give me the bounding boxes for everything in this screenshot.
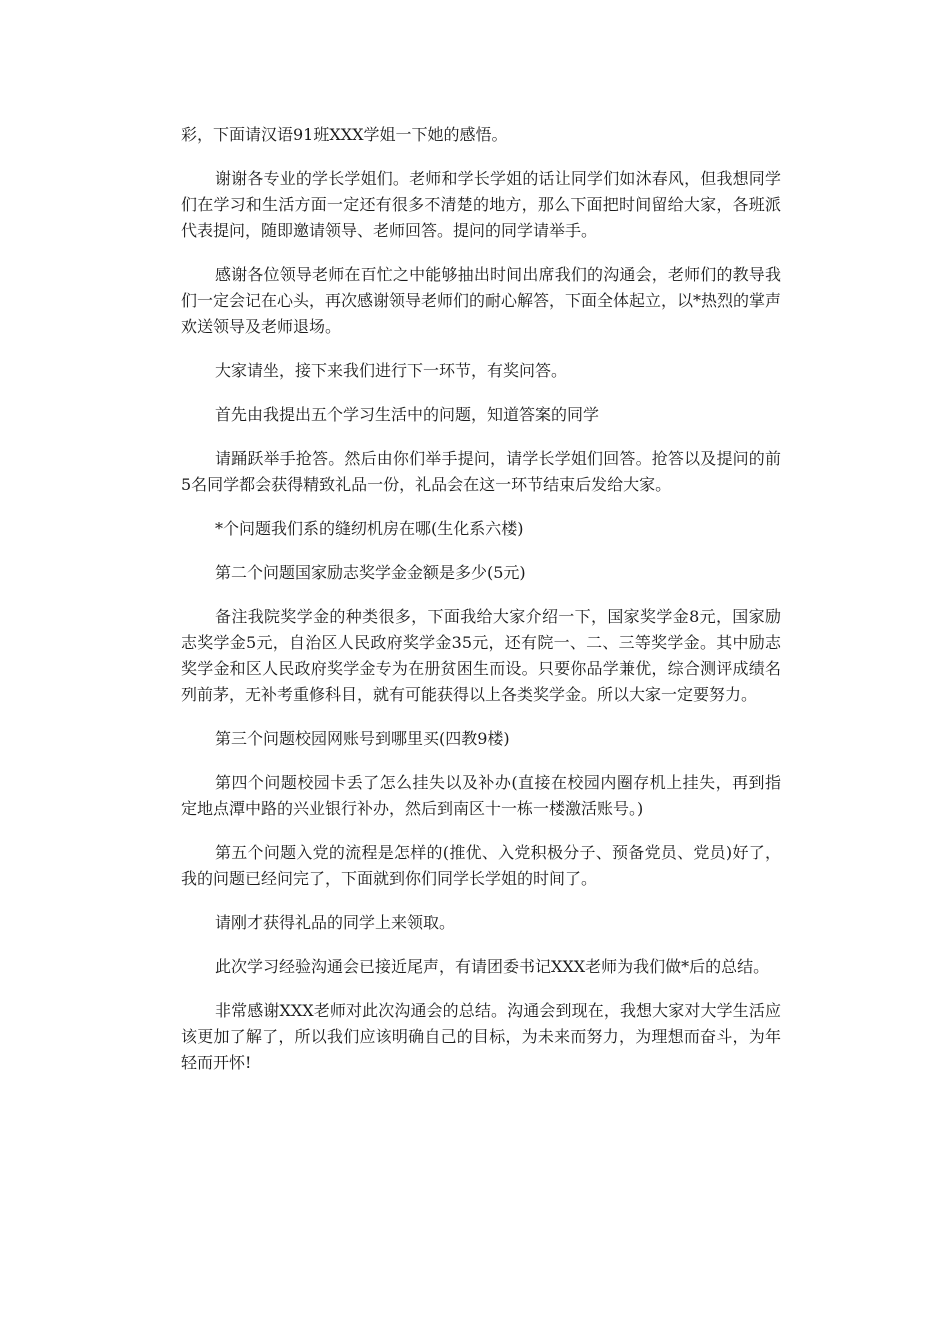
paragraph-13: 请刚才获得礼品的同学上来领取。: [215, 913, 456, 932]
paragraph-1: 彩，下面请汉语91班XXX学姐一下她的感悟。: [181, 125, 508, 144]
paragraph-9: 备注我院奖学金的种类很多，下面我给大家介绍一下，国家奖学金8元，国家励志奖学金5元，自治区人民政府奖学金35元，还有院一、二、三等奖学金。其中励志奖学金和区人民政府奖学金专为在册贫困生而设。只要你品学兼优，综合测评成绩名列前茅，无补考重修科目，就有可能获得以上各类奖学金。所以大家一定要努力。: [181, 607, 781, 704]
paragraph-12: 第五个问题入党的流程是怎样的(推优、入党积极分子、预备党员、党员)好了，我的问题已经问完了，下面就到你们同学长学姐的时间了。: [181, 843, 781, 888]
paragraph-2: 谢谢各专业的学长学姐们。老师和学长学姐的话让同学们如沐春风，但我想同学们在学习和生活方面一定还有很多不清楚的地方，那么下面把时间留给大家，各班派代表提问，随即邀请领导、老师回答。提问的同学请举手。: [181, 169, 781, 240]
paragraph-7: *个问题我们系的缝纫机房在哪(生化系六楼): [215, 519, 524, 538]
paragraph-14: 此次学习经验沟通会已接近尾声，有请团委书记XXX老师为我们做*后的总结。: [215, 957, 770, 976]
paragraph-3: 感谢各位领导老师在百忙之中能够抽出时间出席我们的沟通会，老师们的教导我们一定会记在心头，再次感谢领导老师们的耐心解答，下面全体起立，以*热烈的掌声欢送领导及老师退场。: [181, 265, 782, 336]
document-body: [181, 122, 781, 1094]
paragraph-6: 请踊跃举手抢答。然后由你们举手提问，请学长学姐们回答。抢答以及提问的前5名同学都会获得精致礼品一份，礼品会在这一环节结束后发给大家。: [181, 449, 781, 494]
paragraph-15: 非常感谢XXX老师对此次沟通会的总结。沟通会到现在，我想大家对大学生活应该更加了解了，所以我们应该明确自己的目标，为未来而努力，为理想而奋斗，为年轻而开怀!: [181, 1001, 781, 1072]
paragraph-5: 首先由我提出五个学习生活中的问题，知道答案的同学: [215, 405, 600, 424]
paragraph-8: 第二个问题国家励志奖学金金额是多少(5元): [215, 563, 526, 582]
paragraph-10: 第三个问题校园网账号到哪里买(四教9楼): [215, 729, 510, 748]
paragraph-11: 第四个问题校园卡丢了怎么挂失以及补办(直接在校园内圈存机上挂失，再到指定地点潭中路的兴业银行补办，然后到南区十一栋一楼激活账号。): [181, 773, 781, 818]
paragraph-4: 大家请坐，接下来我们进行下一环节，有奖问答。: [215, 361, 568, 380]
